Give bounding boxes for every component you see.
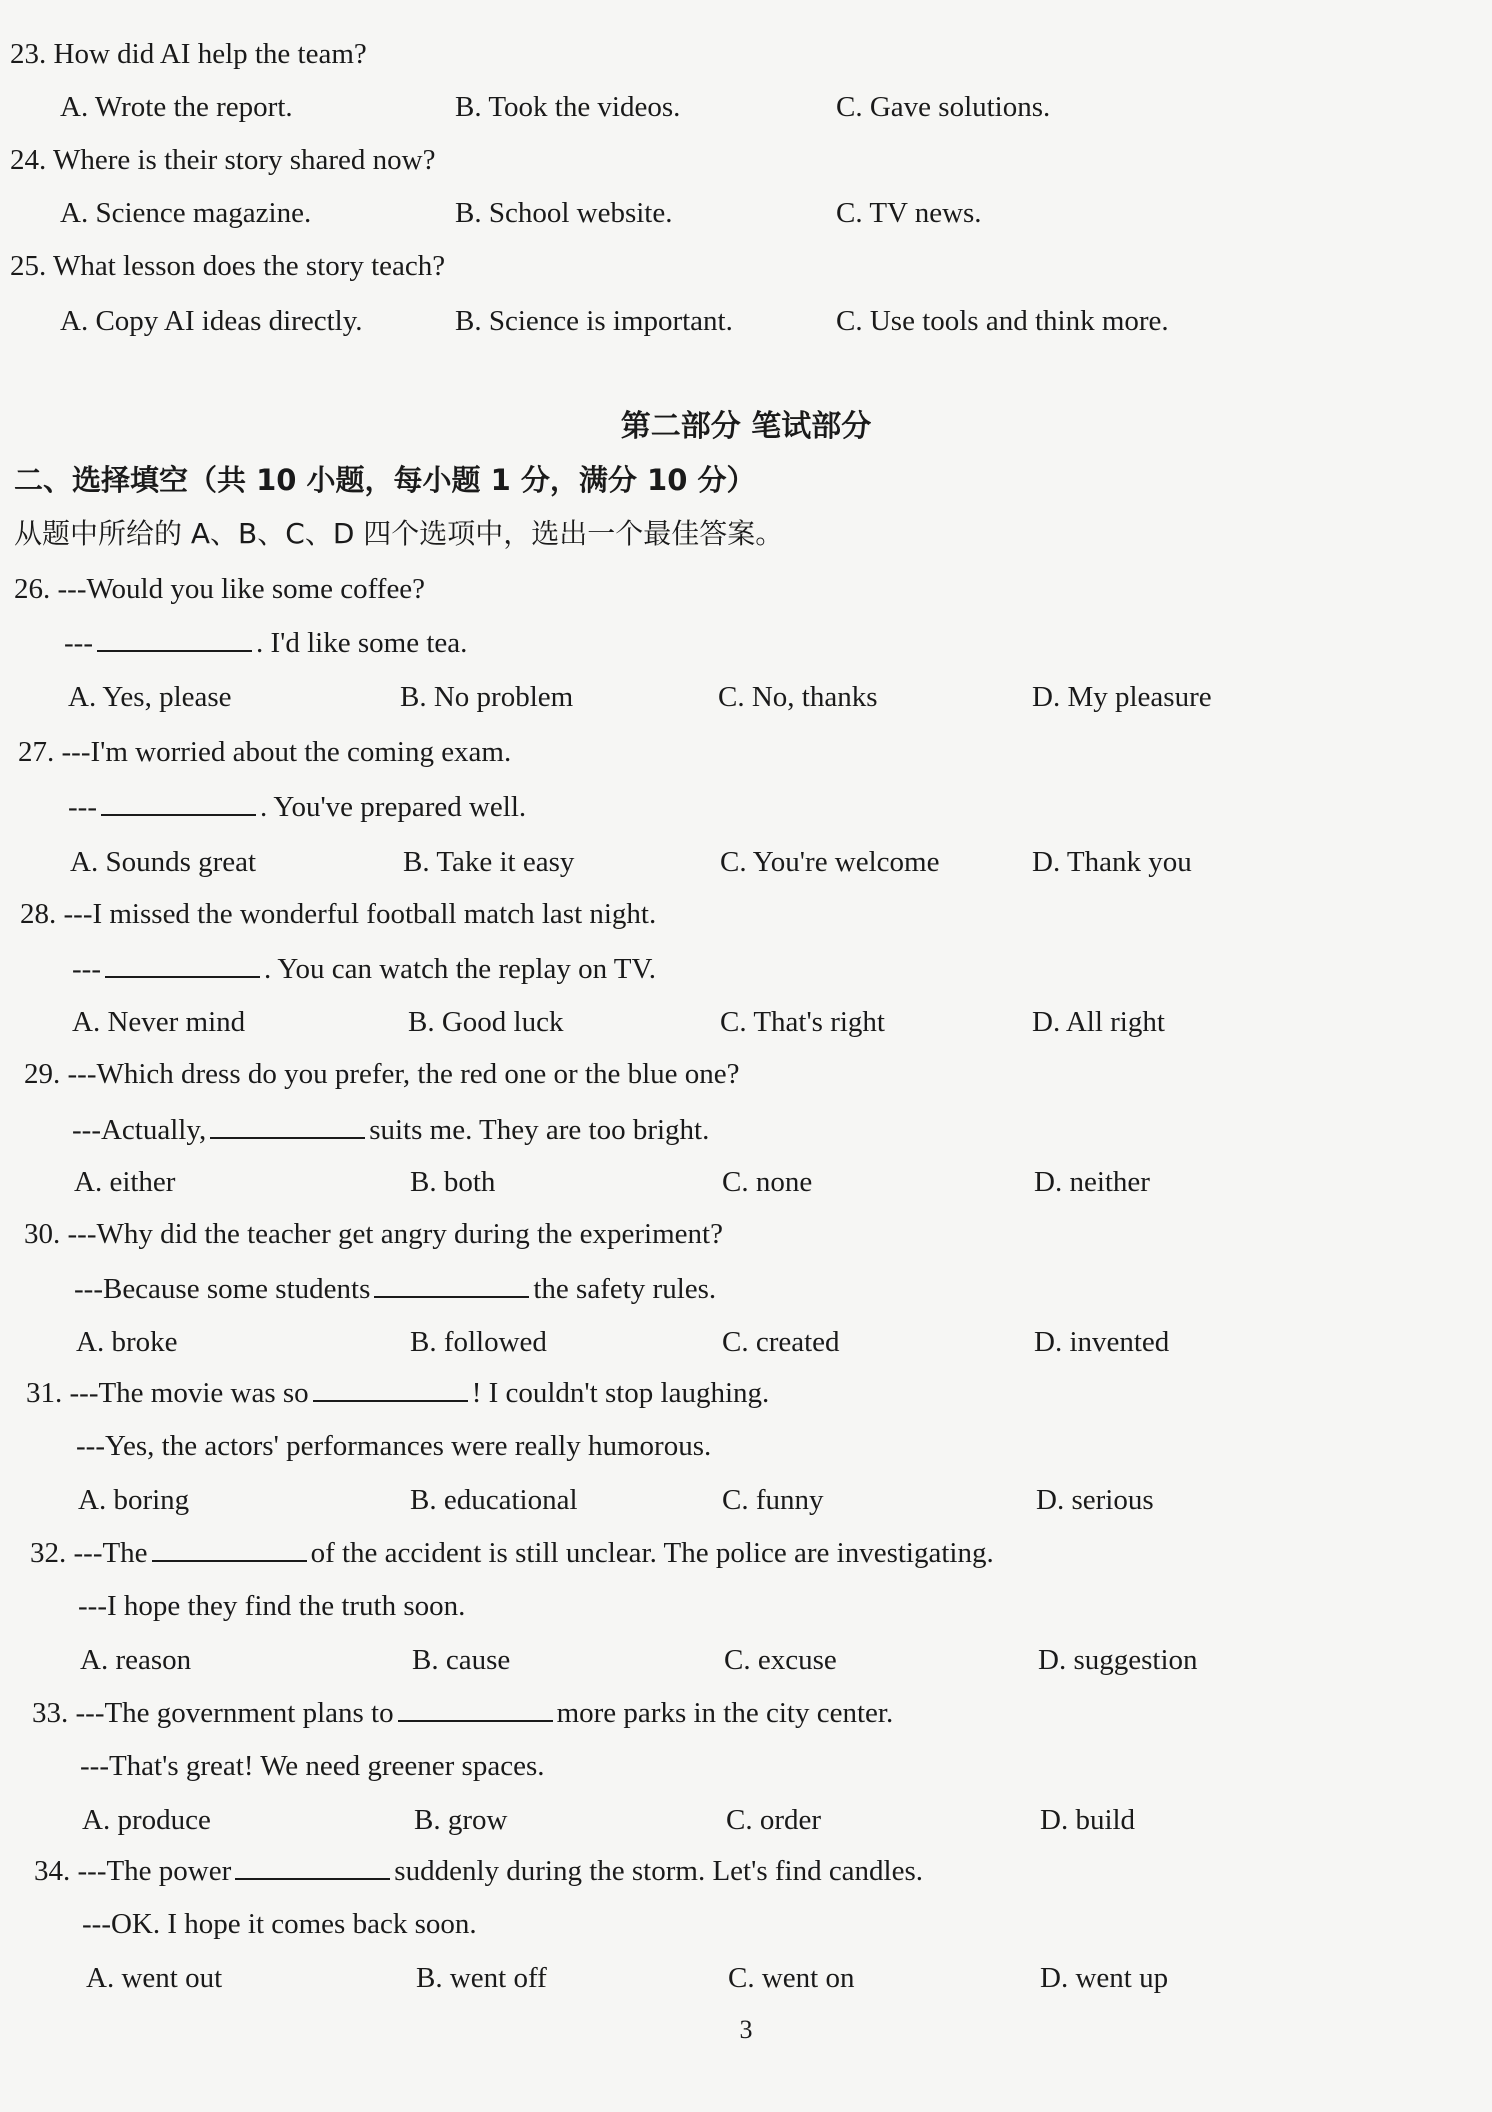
option-28-b: B. Good luck [408,1006,564,1038]
question-34-line-1 [34,1856,923,1886]
option-26-a: A. Yes, please [68,681,232,713]
question-29-line-1 [24,1060,740,1089]
question-28-line-2 [72,954,656,984]
question-text-end: more parks in the city center. [556,1697,894,1729]
option-34-b: B. went off [416,1962,547,1994]
option-30-d: D. invented [1034,1326,1170,1358]
question-text: ---Why did the teacher get angry during the experiment? [67,1218,723,1250]
part-title: 第二部分 笔试部分 [620,409,872,444]
option-32-d: D. suggestion [1038,1644,1198,1676]
answer-blank [313,1378,468,1402]
option-29-d: D. neither [1034,1166,1150,1198]
question-text: ---I missed the wonderful football match last night. [63,898,657,930]
option-27-c: C. You're welcome [720,846,940,878]
listening-question-23: 23. How did AI help the team? [10,38,367,70]
option-34-d: D. went up [1040,1962,1169,1994]
option-27-d: D. Thank you [1032,846,1192,878]
option-28-c: C. That's right [720,1006,885,1038]
response-prefix: --- [64,627,93,659]
option-24-c: C. TV news. [836,197,982,229]
option-30-b: B. followed [410,1326,547,1358]
answer-blank [101,792,256,816]
question-27-line-1 [18,738,511,767]
page-number: 3 [739,2015,753,2044]
response-text: the safety rules. [533,1273,717,1305]
question-text-end: suddenly during the storm. Let's find candles. [394,1855,924,1887]
question-28-line-1 [20,900,656,929]
option-32-b: B. cause [412,1644,511,1676]
question-27-line-2 [68,792,526,822]
question-number: 29. [24,1058,61,1090]
question-30-line-2 [74,1274,716,1304]
question-text-end: ! I couldn't stop laughing. [471,1377,770,1409]
question-text: ---The [73,1537,148,1569]
option-28-a: A. Never mind [72,1006,246,1038]
option-29-a: A. either [74,1166,176,1198]
question-number: 32. [30,1537,67,1569]
response-text: suits me. They are too bright. [369,1114,710,1146]
section-instruction: 从题中所给的 A、B、C、D 四个选项中，选出一个最佳答案。 [14,517,784,550]
option-31-c: C. funny [722,1484,824,1516]
question-26-line-2 [64,628,467,658]
option-32-a: A. reason [80,1644,192,1676]
option-23-b: B. Took the videos. [455,91,681,123]
question-text-end: of the accident is still unclear. The police are investigating. [310,1537,994,1569]
listening-question-24: 24. Where is their story shared now? [10,144,436,176]
answer-blank [105,954,260,978]
question-33-line-2: ---That's great! We need greener spaces. [80,1750,545,1782]
option-34-c: C. went on [728,1962,855,1994]
question-number: 31. [26,1377,63,1409]
answer-blank [374,1274,529,1298]
option-34-a: A. went out [86,1962,223,1994]
response-text: . I'd like some tea. [255,627,468,659]
option-24-b: B. School website. [455,197,673,229]
option-33-b: B. grow [414,1804,508,1836]
option-25-c: C. Use tools and think more. [836,305,1169,337]
question-text: ---Would you like some coffee? [57,573,426,605]
option-31-d: D. serious [1036,1484,1154,1516]
question-33-line-1 [32,1698,893,1728]
question-number: 28. [20,898,57,930]
option-27-a: A. Sounds great [70,846,257,878]
option-26-b: B. No problem [400,681,574,713]
option-29-c: C. none [722,1166,813,1198]
question-text: ---The power [77,1855,232,1887]
option-33-d: D. build [1040,1804,1136,1836]
option-26-d: D. My pleasure [1032,681,1212,713]
response-text: . You've prepared well. [259,791,527,823]
answer-blank [97,628,252,652]
option-33-a: A. produce [82,1804,211,1836]
response-prefix: --- [68,791,97,823]
option-31-b: B. educational [410,1484,578,1516]
listening-question-25: 25. What lesson does the story teach? [10,250,446,282]
question-32-line-2: ---I hope they find the truth soon. [78,1590,466,1622]
option-23-c: C. Gave solutions. [836,91,1051,123]
question-number: 33. [32,1697,69,1729]
answer-blank [398,1698,553,1722]
option-29-b: B. both [410,1166,496,1198]
question-text: ---Which dress do you prefer, the red one or the blue one? [67,1058,740,1090]
question-31-line-2: ---Yes, the actors' performances were really humorous. [76,1430,712,1462]
question-text: ---The movie was so [69,1377,309,1409]
option-31-a: A. boring [78,1484,190,1516]
option-30-a: A. broke [76,1326,178,1358]
question-34-line-2: ---OK. I hope it comes back soon. [82,1908,477,1940]
option-25-a: A. Copy AI ideas directly. [60,305,363,337]
question-text: ---I'm worried about the coming exam. [61,736,512,768]
question-number: 27. [18,736,55,768]
question-26-line-1 [14,575,425,604]
option-28-d: D. All right [1032,1006,1165,1038]
question-number: 30. [24,1218,61,1250]
option-30-c: C. created [722,1326,840,1358]
question-text: ---The government plans to [75,1697,394,1729]
answer-blank [210,1115,365,1139]
question-29-line-2 [72,1115,709,1145]
option-27-b: B. Take it easy [403,846,575,878]
option-33-c: C. order [726,1804,822,1836]
response-text: . You can watch the replay on TV. [263,953,656,985]
section-title: 二、选择填空（共 10 小题，每小题 1 分，满分 10 分） [14,463,756,497]
question-32-line-1 [30,1538,994,1568]
response-prefix: ---Because some students [74,1273,371,1305]
option-23-a: A. Wrote the report. [60,91,293,123]
response-prefix: --- [72,953,101,985]
option-32-c: C. excuse [724,1644,837,1676]
option-24-a: A. Science magazine. [60,197,312,229]
question-number: 34. [34,1855,71,1887]
option-26-c: C. No, thanks [718,681,878,713]
response-prefix: ---Actually, [72,1114,207,1146]
answer-blank [235,1856,390,1880]
answer-blank [152,1538,307,1562]
question-30-line-1 [24,1220,723,1249]
option-25-b: B. Science is important. [455,305,733,337]
question-number: 26. [14,573,51,605]
question-31-line-1 [26,1378,769,1408]
